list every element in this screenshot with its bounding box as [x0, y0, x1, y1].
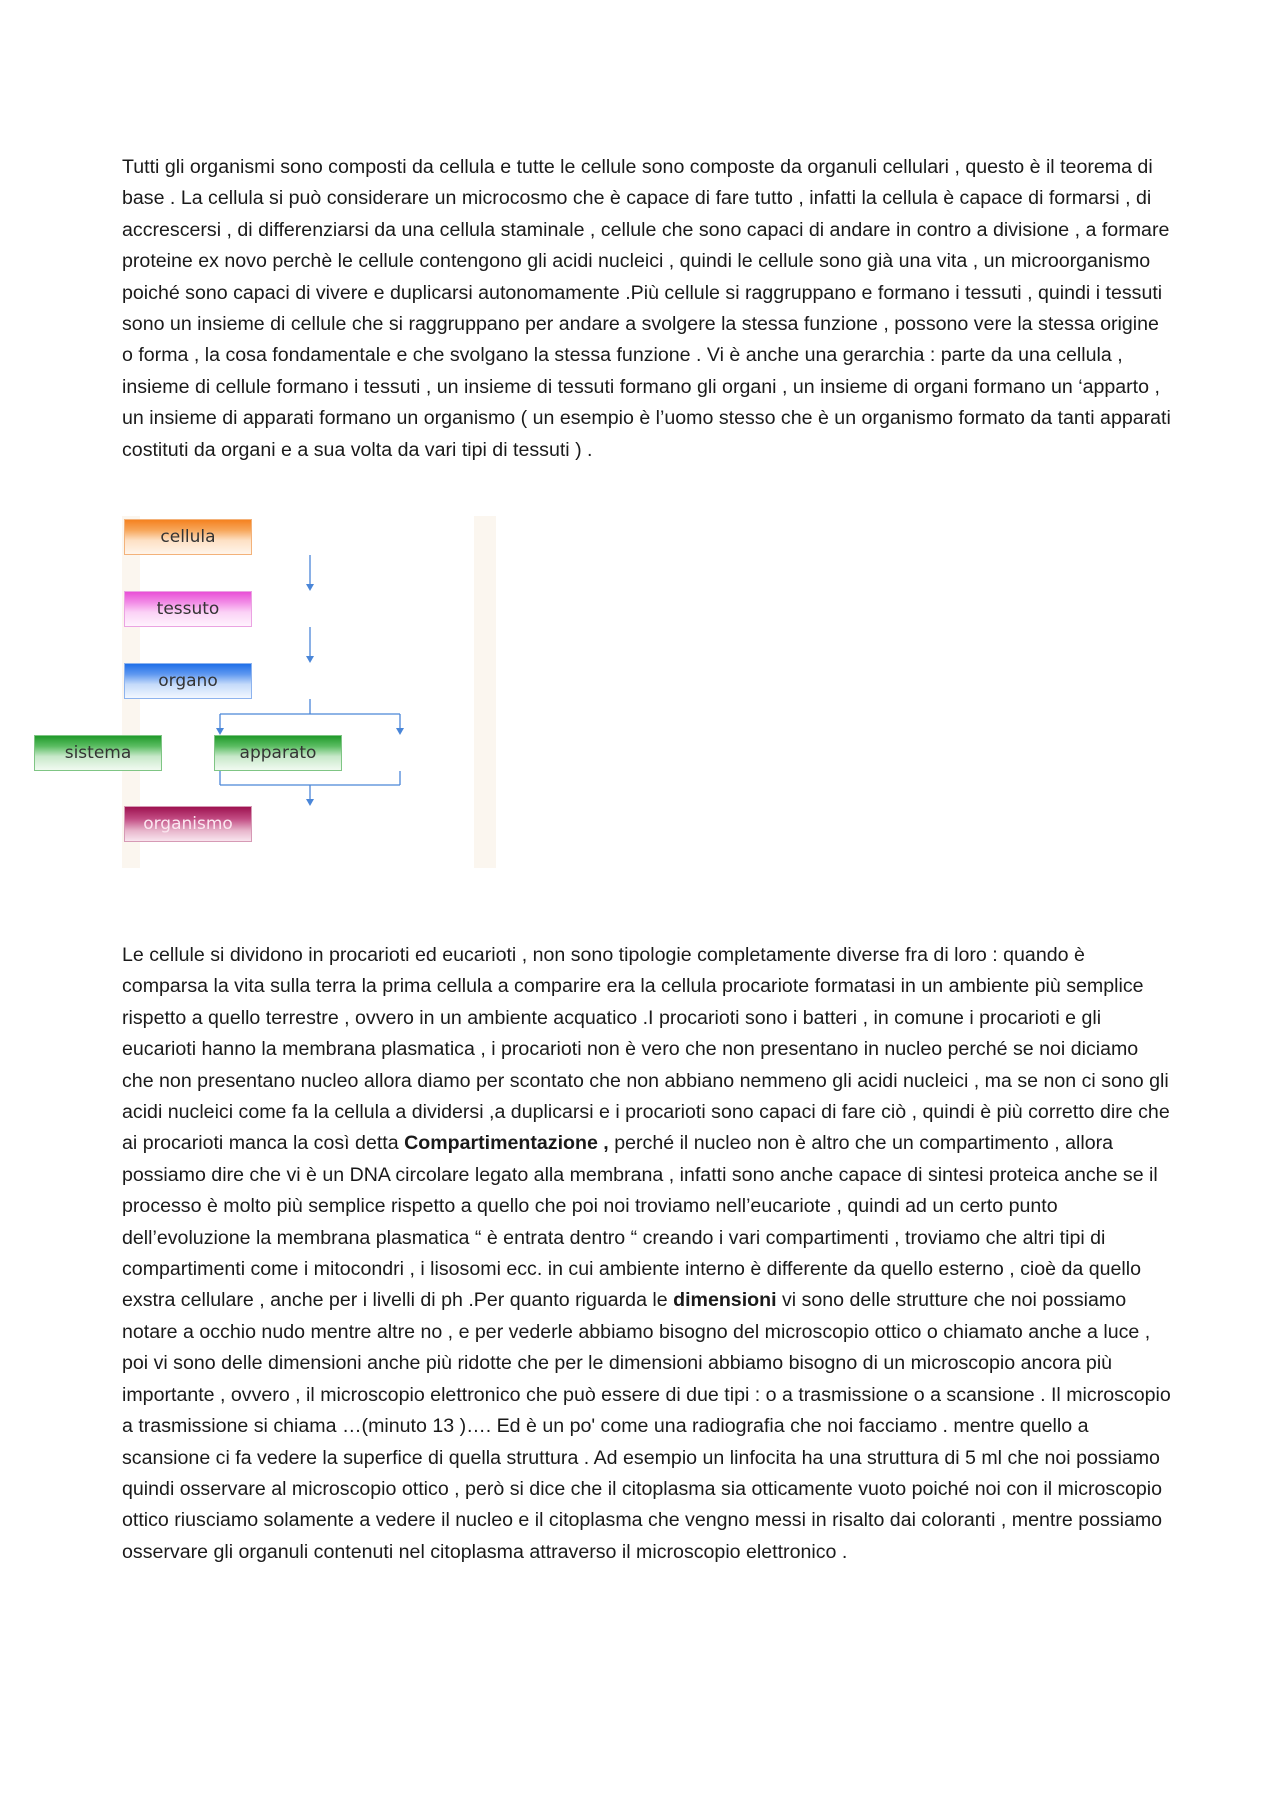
- arrowhead-organismo: [306, 799, 314, 806]
- node-tessuto: tessuto: [124, 591, 252, 627]
- node-cellula: cellula: [124, 519, 252, 555]
- bold-term-compartimentazione: Compartimentazione ,: [404, 1132, 609, 1155]
- paragraph-cells-text-3: vi sono delle strutture che noi possiamo notare a occhio nudo mentre altre no , e per vederle abbiamo bisogno del microscopio ottico o chiamato anche a luce , poi vi sono delle dimensioni anche più ridotte che per le dimensioni abbiamo bisogno di un microscopio ancora più importante , ovvero , il microscopio elettronico che può essere di due tipi : o a trasmissione o a scansione . Il microscopio a trasmissione si chiama …(minuto 13 )…. Ed è un po' come una radiografia che noi facciamo . mentre quello a scansione ci fa vedere la superfice di quella struttura . Ad esempio un linfocita ha una struttura di 5 ml che noi possiamo quindi osservare al microscopio ottico , però si dice che il citoplasma sia otticamente vuoto poiché noi con il microscopio ottico riusciamo solamente a vedere il nucleo e il citoplasma che vengno messi in risalto dai coloranti , mentre possiamo osservare gli organuli contenuti nel citoplasma attraverso il microscopio elettronico .: [122, 1289, 1171, 1563]
- arrowhead-tessuto: [306, 584, 314, 591]
- node-organo: organo: [124, 663, 252, 699]
- node-sistema: sistema: [34, 735, 162, 771]
- arrowhead-sistema: [216, 728, 224, 735]
- paragraph-cells: [122, 940, 1172, 1568]
- arrowhead-apparato: [396, 728, 404, 735]
- node-organismo: organismo: [124, 806, 252, 842]
- node-apparato: apparato: [214, 735, 342, 771]
- paragraph-intro-text: Tutti gli organismi sono composti da cellula e tutte le cellule sono composte da organuli cellulari , questo è il teorema di base . La cellula si può considerare un microcosmo che è capace di fare tutto , infatti la cellula è capace di formarsi , di accrescersi , di differenziarsi da una cellula staminale , cellule che sono capaci di andare in contro a divisione , a formare proteine ex novo perchè le cellule contengono gli acidi nucleici , quindi le cellule sono già una vita , un microorganismo poiché sono capaci di vivere e duplicarsi autonomamente .Più cellule si raggruppano e formano i tessuti , quindi i tessuti sono un insieme di cellule che si raggruppano per andare a svolgere la stessa funzione , possono vere la stessa origine o forma , la cosa fondamentale e che svolgano la stessa funzione . Vi è anche una gerarchia : parte da una cellula , insieme di cellule formano i tessuti , un insieme di tessuti formano gli organi , un insieme di organi formano un ‘apparto , un insieme di apparati formano un organismo ( un esempio è l’uomo stesso che è un organismo formato da tanti apparati costituti da organi e a sua volta da vari tipi di tessuti ) .: [122, 156, 1171, 461]
- paragraph-cells-text-2: perché il nucleo non è altro che un compartimento , allora possiamo dire che vi è un DNA circolare legato alla membrana , infatti sono anche capace di sintesi proteica anche se il processo è molto più semplice rispetto a quello che poi noi troviamo nell’eucariote , quindi ad un certo punto dell’evoluzione la membrana plasmatica “ è entrata dentro “ creando i vari compartimenti , troviamo che altri tipi di compartimenti come i mitocondri , i lisosomi ecc. in cui ambiente interno è differente da quello esterno , cioè da quello exstra cellulare , anche per i livelli di ph .Per quanto riguarda le: [122, 1132, 1158, 1312]
- arrowhead-organo: [306, 656, 314, 663]
- paragraph-intro: [122, 152, 1172, 466]
- bold-term-dimensioni: dimensioni: [673, 1289, 777, 1312]
- paragraph-cells-text-1: Le cellule si dividono in procarioti ed eucarioti , non sono tipologie completamente diverse fra di loro : quando è comparsa la vita sulla terra la prima cellula a comparire era la cellula procariote formatasi in un ambiente più semplice rispetto a quello terrestre , ovvero in un ambiente acquatico .I procarioti sono i batteri , in comune i procarioti e gli eucarioti hanno la membrana plasmatica , i procarioti non è vero che non presentano in nucleo perché se noi diciamo che non presentano nucleo allora diamo per scontato che non abbiano nemmeno gli acidi nucleici , ma se non ci sono gli acidi nucleici come fa la cellula a dividersi ,a duplicarsi e i procarioti sono capaci di fare ciò , quindi è più corretto dire che ai procarioti manca la così detta: [122, 944, 1170, 1155]
